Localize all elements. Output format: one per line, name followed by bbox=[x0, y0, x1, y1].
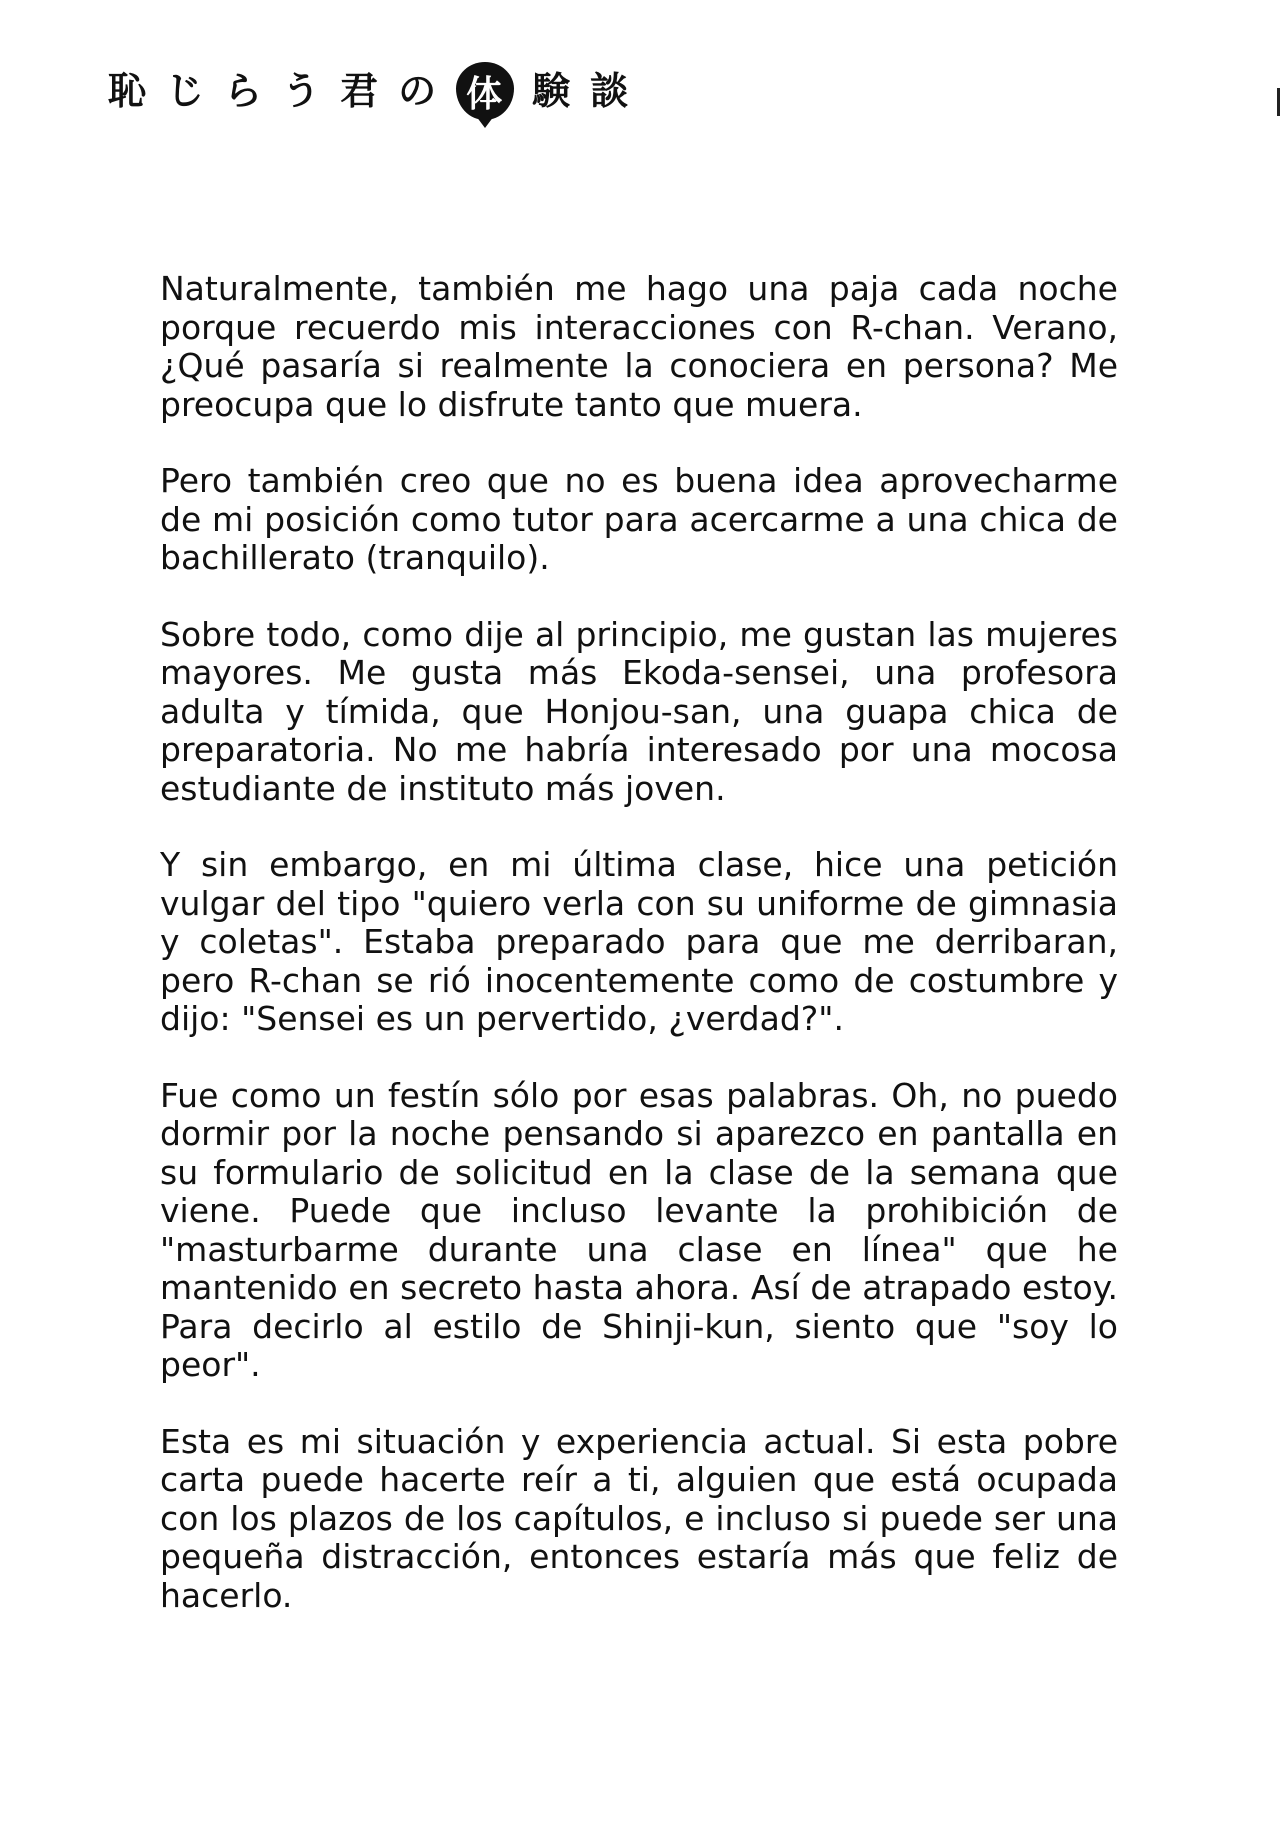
title-char: の bbox=[398, 68, 439, 113]
title-char: う bbox=[282, 68, 323, 113]
letter-paragraph: Sobre todo, como dije al principio, me gustan las mujeres mayores. Me gusta más Ekoda-sensei, una profesora adulta y tímida, que Honjou-san, una guapa chica de preparatoria. No me habría interesado por una mocosa estudiante de instituto más joven. bbox=[160, 614, 1118, 808]
letter-paragraph: Naturalmente, también me hago una paja cada noche porque recuerdo mis interacciones con R-chan. Verano, ¿Qué pasaría si realmente la conociera en persona? Me preocupa que lo disfrute tanto que muera. bbox=[160, 269, 1118, 424]
letter-body bbox=[160, 270, 1118, 1653]
letter-paragraph: Esta es mi situación y experiencia actual. Si esta pobre carta puede hacerte reír a ti, alguien que está ocupada con los plazos de los capítulos, e incluso si puede ser una pequeña distracción, entonces estaría más que feliz de hacerlo. bbox=[160, 1421, 1118, 1615]
letter-paragraph: Fue como un festín sólo por esas palabras. Oh, no puedo dormir por la noche pensando si aparezco en pantalla en su formulario de solicitud en la clase de la semana que viene. Puede que incluso levante la prohibición de "masturbarme durante una clase en línea" que he mantenido en secreto hasta ahora. Así de atrapado estoy. Para decirlo al estilo de Shinji-kun, siento que "soy lo peor". bbox=[160, 1075, 1118, 1384]
title-char: 君 bbox=[340, 68, 381, 113]
title-char: ら bbox=[224, 68, 265, 113]
series-title-header bbox=[108, 62, 630, 120]
title-char: じ bbox=[166, 68, 207, 113]
title-char: 験 bbox=[532, 68, 573, 113]
title-char: 恥 bbox=[108, 68, 149, 113]
title-badge-char: 体 bbox=[456, 62, 514, 120]
letter-paragraph: Y sin embargo, en mi última clase, hice una petición vulgar del tipo "quiero verla con su uniforme de gimnasia y coletas". Estaba preparado para que me derribaran, pero R-chan se rió inocentemente como de costumbre y dijo: "Sensei es un pervertido, ¿verdad?". bbox=[160, 845, 1118, 1038]
title-char: 談 bbox=[590, 68, 631, 113]
letter-paragraph: Pero también creo que no es buena idea aprovecharme de mi posición como tutor para acercarme a una chica de bachillerato (tranquilo). bbox=[160, 461, 1118, 577]
